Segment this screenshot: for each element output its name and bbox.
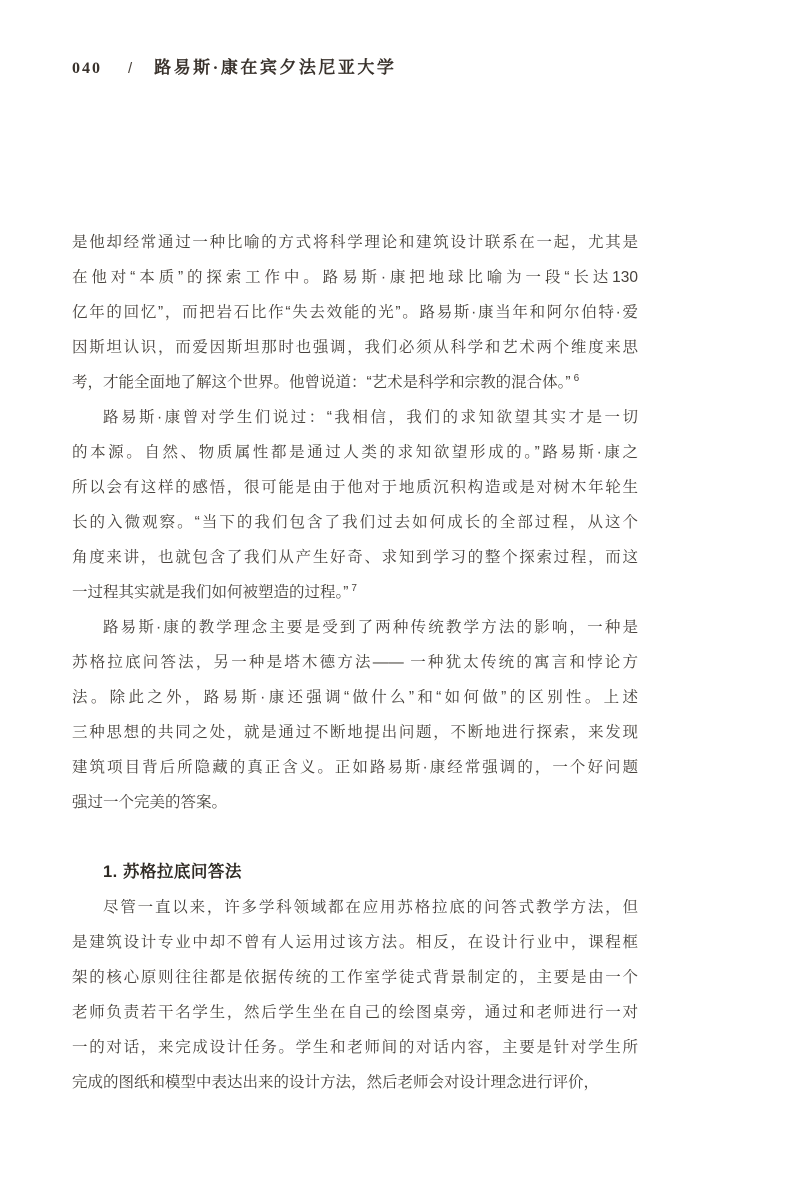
text-line-content: 因斯坦认识，而爱因斯坦那时也强调，我们必须从科学和艺术两个维度来思 xyxy=(72,339,638,356)
text-line xyxy=(72,365,638,400)
text-line xyxy=(72,680,638,715)
text-line xyxy=(72,925,638,960)
text-line-content: 尽管一直以来，许多学科领域都在应用苏格拉底的问答式教学方法，但 xyxy=(103,899,638,916)
text-line xyxy=(72,645,638,680)
text-line-content: 是他却经常通过一种比喻的方式将科学理论和建筑设计联系在一起，尤其是 xyxy=(72,234,638,251)
text-line xyxy=(72,295,638,330)
text-line xyxy=(72,715,638,750)
text-line xyxy=(72,435,638,470)
text-line-content: 一的对话，来完成设计任务。学生和老师间的对话内容，主要是针对学生所 xyxy=(72,1039,638,1056)
text-line xyxy=(72,575,638,610)
text-line xyxy=(72,750,638,785)
running-header xyxy=(72,53,396,78)
text-line-content: 是建筑设计专业中却不曾有人运用过该方法。相反，在设计行业中，课程框 xyxy=(72,934,638,951)
paragraph xyxy=(72,225,638,400)
text-line-content: 所以会有这样的感悟，很可能是由于他对于地质沉积构造或是对树木年轮生 xyxy=(72,479,638,496)
text-line xyxy=(72,1065,638,1100)
text-line xyxy=(72,540,638,575)
text-line-content: 在他对“本质”的探索工作中。路易斯·康把地球比喻为一段“长达130 xyxy=(72,269,638,286)
text-line-content: 一过程其实就是我们如何被塑造的过程。” xyxy=(72,584,349,601)
text-line xyxy=(72,610,638,645)
text-line-content: 苏格拉底问答法，另一种是塔木德方法—— 一种犹太传统的寓言和悖论方 xyxy=(72,654,638,671)
chapter-title: 路易斯·康在宾夕法尼亚大学 xyxy=(154,58,397,77)
text-line xyxy=(72,260,638,295)
text-line-content: 架的核心原则往往都是依据传统的工作室学徒式背景制定的，主要是由一个 xyxy=(72,969,638,986)
text-line xyxy=(72,785,638,820)
paragraph xyxy=(72,400,638,610)
text-line xyxy=(72,960,638,995)
paragraph xyxy=(72,890,638,1100)
text-line xyxy=(72,505,638,540)
text-line-content: 老师负责若干名学生，然后学生坐在自己的绘图桌旁，通过和老师进行一对 xyxy=(72,1004,638,1021)
text-line xyxy=(72,400,638,435)
text-line-content: 的本源。自然、物质属性都是通过人类的求知欲望形成的。”路易斯·康之 xyxy=(72,444,638,461)
text-line-content: 路易斯·康曾对学生们说过：“我相信，我们的求知欲望其实才是一切 xyxy=(103,409,638,426)
footnote-reference: 7 xyxy=(351,582,357,594)
page-number: 040 xyxy=(72,60,102,77)
text-line xyxy=(72,470,638,505)
text-line-content: 角度来讲，也就包含了我们从产生好奇、求知到学习的整个探索过程，而这 xyxy=(72,549,638,566)
paragraph xyxy=(72,610,638,820)
header-separator: / xyxy=(128,60,133,77)
text-line-content: 路易斯·康的教学理念主要是受到了两种传统教学方法的影响，一种是 xyxy=(103,619,638,636)
text-line xyxy=(72,890,638,925)
text-line-content: 三种思想的共同之处，就是通过不断地提出问题，不断地进行探索，来发现 xyxy=(72,724,638,741)
text-line-content: 强过一个完美的答案。 xyxy=(72,794,228,811)
text-line-content: 长的入微观察。“当下的我们包含了我们过去如何成长的全部过程，从这个 xyxy=(72,514,638,531)
text-line xyxy=(72,1030,638,1065)
text-line xyxy=(72,225,638,260)
footnote-reference: 6 xyxy=(573,372,580,384)
text-line-content: 完成的图纸和模型中表达出来的设计方法，然后老师会对设计理念进行评价， xyxy=(72,1074,600,1091)
text-line-content: 法。除此之外，路易斯·康还强调“做什么”和“如何做”的区别性。上述 xyxy=(72,689,638,706)
text-line-content: 建筑项目背后所隐藏的真正含义。正如路易斯·康经常强调的，一个好问题 xyxy=(72,759,638,776)
text-line xyxy=(72,330,638,365)
text-line-content: 亿年的回忆”，而把岩石比作“失去效能的光”。路易斯·康当年和阿尔伯特·爱 xyxy=(72,304,638,321)
text-line xyxy=(72,995,638,1030)
section-heading: 1. 苏格拉底问答法 xyxy=(103,863,242,881)
page-body xyxy=(72,225,638,1100)
text-line-content: 考，才能全面地了解这个世界。他曾说道：“艺术是科学和宗教的混合体。” xyxy=(72,374,571,391)
